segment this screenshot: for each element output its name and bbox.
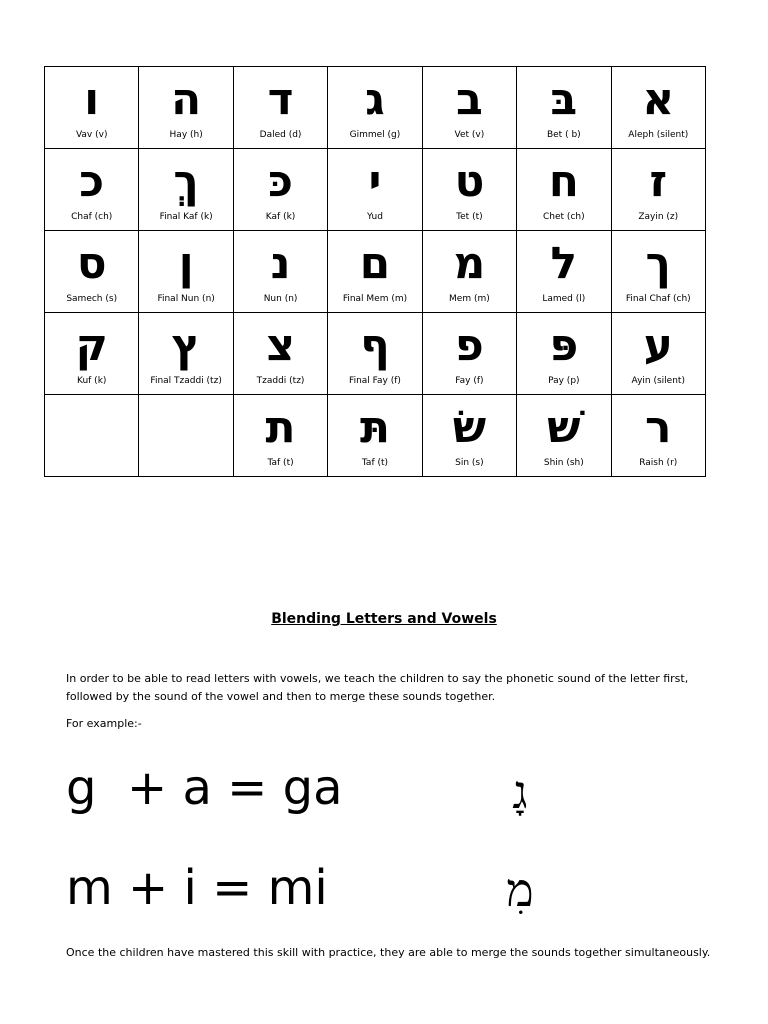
letter-cell (233, 231, 327, 313)
example-label: For example:- (66, 717, 142, 730)
letter-cell (328, 395, 422, 477)
hebrew-letter: ךְ (173, 156, 199, 207)
hebrew-letter: ן (178, 238, 194, 289)
hebrew-letter: ם (359, 238, 391, 289)
hebrew-letter: ץ (171, 320, 201, 371)
example-equation: g + a = ga (66, 760, 343, 816)
hebrew-letter: פ (454, 320, 484, 371)
letter-name: Yud (367, 212, 383, 222)
hebrew-letter: ע (643, 320, 673, 371)
letter-name: Kaf (k) (265, 212, 296, 222)
letter-name: Final Fay (f) (349, 376, 401, 386)
letter-cell (422, 313, 516, 395)
letter-cell (328, 149, 422, 231)
letter-cell (45, 313, 139, 395)
hebrew-letter: י (368, 156, 382, 207)
hebrew-letter: ך (645, 238, 671, 289)
letter-cell (517, 149, 611, 231)
hebrew-letter: מ (453, 238, 486, 289)
section-title: Blending Letters and Vowels (271, 611, 497, 627)
letter-cell (611, 231, 705, 313)
empty-cell (139, 395, 233, 477)
hebrew-letter: ד (267, 74, 294, 125)
letter-name: Final Mem (m) (342, 294, 408, 304)
letter-name: Taf (t) (267, 458, 294, 468)
hebrew-letter: נ (270, 238, 291, 289)
example-equation: m + i = mi (66, 860, 328, 916)
hebrew-alphabet-table (44, 66, 706, 477)
example-hebrew-letter: מִ (506, 863, 534, 917)
letter-name: Vet (v) (454, 130, 485, 140)
letter-cell (233, 395, 327, 477)
hebrew-letter: כ (79, 156, 105, 207)
letter-name: Aleph (silent) (628, 130, 689, 140)
hebrew-letter: שׂ (452, 402, 487, 453)
letter-name: Chet (ch) (543, 212, 585, 222)
letter-cell (517, 67, 611, 149)
letter-cell (611, 395, 705, 477)
table-row (45, 313, 706, 395)
letter-name: Tzaddi (tz) (256, 376, 305, 386)
hebrew-letter: ק (75, 320, 108, 371)
table-row (45, 149, 706, 231)
hebrew-letter: צ (266, 320, 295, 371)
letter-cell (233, 313, 327, 395)
letter-cell (139, 149, 233, 231)
letter-name: Pay (p) (548, 376, 580, 386)
hebrew-letter: פּ (549, 320, 579, 371)
letter-name: Mem (m) (449, 294, 490, 304)
letter-cell (422, 149, 516, 231)
letter-name: Lamed (l) (542, 294, 586, 304)
letter-cell (517, 231, 611, 313)
letter-name: Bet ( b) (546, 130, 581, 140)
hebrew-letter: ף (360, 320, 390, 371)
letter-cell (139, 231, 233, 313)
hebrew-letter: ג (365, 74, 385, 125)
letter-cell (139, 67, 233, 149)
hebrew-letter: תּ (359, 402, 390, 453)
letter-name: Final Kaf (k) (159, 212, 213, 222)
hebrew-letter: בּ (550, 74, 578, 125)
hebrew-letter: כּ (268, 156, 294, 207)
hebrew-letter: ו (84, 74, 100, 125)
letter-cell (233, 67, 327, 149)
letter-cell (611, 313, 705, 395)
hebrew-letter: ת (265, 402, 296, 453)
letter-cell (611, 67, 705, 149)
hebrew-letter: ז (649, 156, 668, 207)
letter-cell (517, 313, 611, 395)
example-hebrew-letter: גָ (512, 765, 528, 819)
hebrew-letter: א (642, 74, 675, 125)
table-row (45, 231, 706, 313)
intro-paragraph: In order to be able to read letters with vowels, we teach the children to say the phonetic sound of the letter first, followed by the sound of the vowel and then to merge these sounds together. (66, 672, 689, 703)
letter-name: Ayin (silent) (631, 376, 685, 386)
letter-name: Taf (t) (361, 458, 389, 468)
letter-name: Samech (s) (66, 294, 118, 304)
letter-cell (328, 313, 422, 395)
table-row (45, 67, 706, 149)
letter-cell (422, 231, 516, 313)
letter-cell (517, 395, 611, 477)
hebrew-letter: ר (645, 402, 672, 453)
letter-name: Tet (t) (456, 212, 483, 222)
letter-name: Sin (s) (455, 458, 484, 468)
letter-cell (233, 149, 327, 231)
letter-cell (45, 149, 139, 231)
letter-name: Zayin (z) (638, 212, 679, 222)
letter-name: Nun (n) (263, 294, 298, 304)
hebrew-letter: ס (76, 238, 107, 289)
letter-name: Hay (h) (169, 130, 203, 140)
letter-name: Shin (sh) (543, 458, 584, 468)
letter-name: Daled (d) (259, 130, 302, 140)
letter-name: Chaf (ch) (71, 212, 113, 222)
letter-name: Kuf (k) (77, 376, 107, 386)
letter-name: Final Chaf (ch) (625, 294, 691, 304)
table-row (45, 395, 706, 477)
hebrew-letter: ח (548, 156, 579, 207)
letter-cell (45, 231, 139, 313)
letter-name: Final Nun (n) (157, 294, 215, 304)
letter-name: Fay (f) (455, 376, 484, 386)
letter-cell (611, 149, 705, 231)
hebrew-letter: ב (455, 74, 483, 125)
hebrew-letter: שׁ (547, 402, 581, 453)
letter-name: Vav (v) (75, 130, 108, 140)
letter-name: Gimmel (g) (349, 130, 401, 140)
hebrew-letter: ט (454, 156, 485, 207)
letter-cell (422, 395, 516, 477)
letter-cell (139, 313, 233, 395)
letter-cell (422, 67, 516, 149)
letter-cell (328, 231, 422, 313)
letter-name: Raish (r) (639, 458, 678, 468)
closing-paragraph: Once the children have mastered this skill with practice, they are able to merge the sounds together simultaneously. (66, 946, 711, 959)
letter-name: Final Tzaddi (tz) (150, 376, 222, 386)
letter-cell (45, 67, 139, 149)
letter-cell (328, 67, 422, 149)
empty-cell (45, 395, 139, 477)
hebrew-letter: ל (550, 238, 578, 289)
hebrew-letter: ה (171, 74, 202, 125)
